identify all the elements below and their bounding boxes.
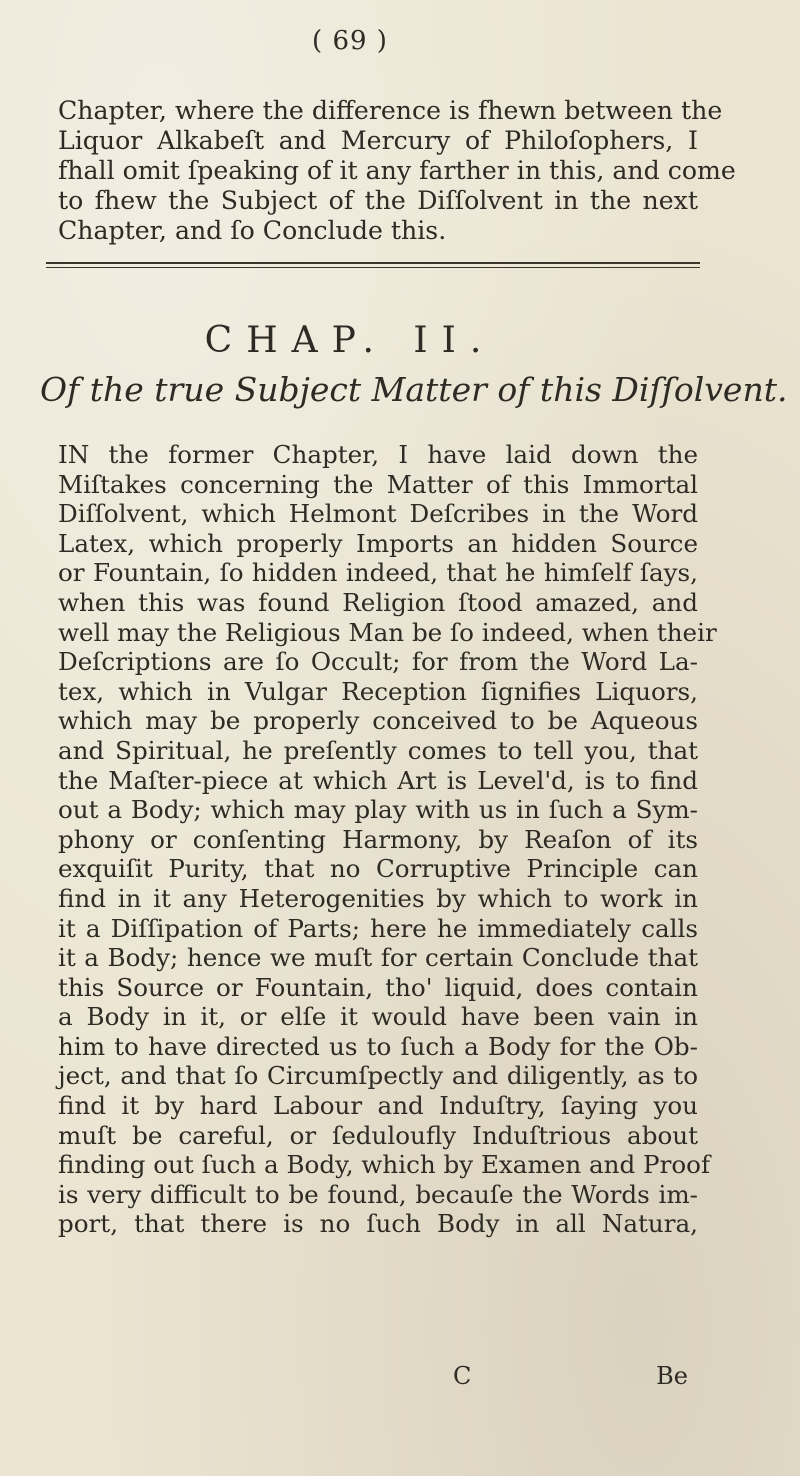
chapter-heading: CHAP. II.: [204, 320, 496, 361]
text-line: and Spiritual, he preſently comes to tell you, that: [58, 735, 698, 765]
text-line: Chapter, where the difference is fhewn between the: [58, 96, 723, 125]
text-line: which may be properly conceived to be Aqueous: [58, 706, 698, 736]
text-line: exquiſit Purity, that no Corruptive Principle can: [58, 854, 698, 884]
section-divider: [46, 262, 700, 268]
text-line: phony or conſenting Harmony, by Reaſon of its: [58, 824, 698, 854]
text-line: tex, which in Vulgar Reception ſignifies Liquors,: [58, 676, 698, 706]
text-line: a Body in it, or elſe it would have been vain in: [58, 1002, 698, 1032]
text-line: IN the former Chapter, I have laid down the: [58, 440, 698, 469]
top-paragraph: [58, 96, 736, 246]
text-line: port, that there is no ſuch Body in all Natura,: [58, 1209, 698, 1239]
text-line: Latex, which properly Imports an hidden Source: [58, 528, 698, 558]
text-line: fhall omit ſpeaking of it any farther in this, and come: [58, 156, 736, 185]
text-line: Diſſolvent, which Helmont Deſcribes in the Word: [58, 499, 698, 529]
text-line: is very difficult to be found, becauſe the Words im-: [58, 1179, 698, 1209]
text-line: it a Body; hence we muſt for certain Conclude that: [58, 943, 698, 973]
body-paragraph: [58, 440, 717, 1239]
text-line: when this was found Religion ſtood amazed, and: [58, 587, 698, 617]
text-line: the Maſter-piece at which Art is Level'd, is to find: [58, 765, 698, 795]
text-line: this Source or Fountain, tho' liquid, does contain: [58, 972, 698, 1002]
text-line: finding out ſuch a Body, which by Examen and Proof: [58, 1150, 711, 1180]
text-line: Deſcriptions are ſo Occult; for from the Word La-: [58, 647, 698, 677]
text-line: Miſtakes concerning the Matter of this Immortal: [58, 469, 698, 499]
text-line: or Fountain, ſo hidden indeed, that he himſelf ſays,: [58, 558, 698, 588]
text-line: muſt be careful, or ſeduloufly Induſtrious about: [58, 1120, 698, 1150]
text-line: find in it any Heterogenities by which to work in: [58, 883, 698, 913]
text-line: find it by hard Labour and Induſtry, ſaying you: [58, 1091, 698, 1121]
catchword: Be: [656, 1362, 688, 1390]
text-line: ject, and that ſo Circumſpectly and diligently, as to: [58, 1061, 698, 1091]
text-line: out a Body; which may play with us in ſuch a Sym-: [58, 795, 698, 825]
text-line: Liquor Alkabeſt and Mercury of Philoſophers, I: [58, 126, 698, 155]
text-line: well may the Religious Man be ſo indeed, when their: [58, 617, 717, 647]
page-number: ( 69 ): [312, 26, 388, 56]
text-line: to fhew the Subject of the Diſſolvent in the next: [58, 186, 698, 215]
text-line: Chapter, and ſo Conclude this.: [58, 216, 447, 245]
chapter-subtitle: Of the true Subject Matter of this Diſſolvent.: [40, 370, 788, 409]
text-line: him to have directed us to ſuch a Body for the Ob-: [58, 1031, 698, 1061]
text-line: it a Diſſipation of Parts; here he immediately calls: [58, 913, 698, 943]
signature-mark: C: [453, 1362, 472, 1390]
